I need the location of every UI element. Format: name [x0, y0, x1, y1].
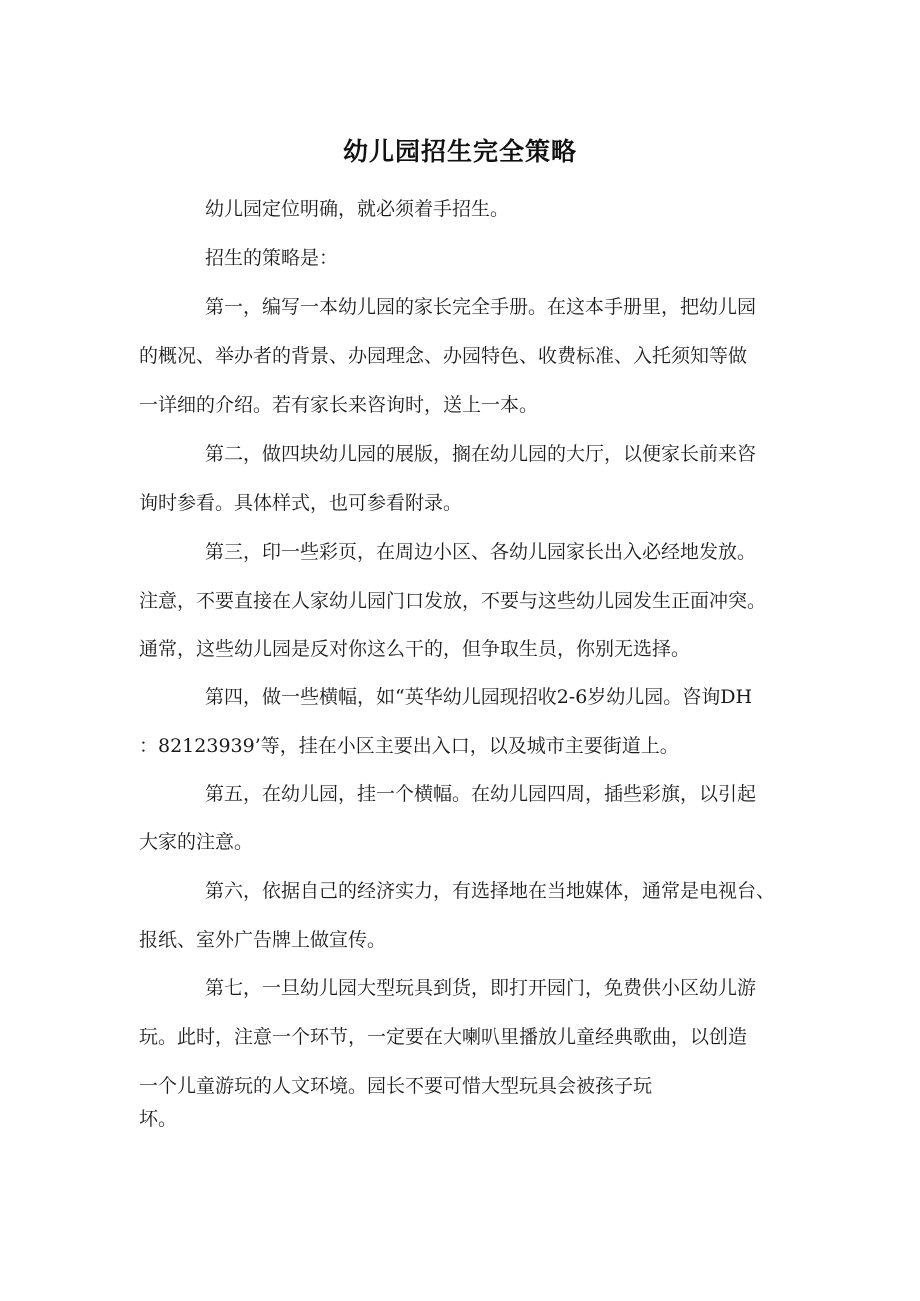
paragraph-line: 的概况、举办者的背景、办园理念、办园特色、收费标准、入托须知等做 [139, 345, 748, 367]
paragraph-line: 第五，在幼儿园，挂一个横幅。在幼儿园四周，插些彩旗，以引起 [205, 783, 757, 805]
paragraph-line: 注意，不要直接在人家幼儿园门口发放，不要与这些幼儿园发生正面冲突。 [139, 590, 767, 612]
paragraph-line: 招生的策略是： [205, 247, 339, 269]
paragraph-line: 第二，做四块幼儿园的展版，搁在幼儿园的大厅，以便家长前来咨 [205, 443, 757, 465]
paragraph-line: 报纸、室外广告牌上做宣传。 [139, 929, 387, 951]
paragraph-line: 一个儿童游玩的人文环境。园长不要可惜大型玩具会被孩子玩 [139, 1075, 653, 1097]
paragraph-line: 第七，一旦幼儿园大型玩具到货，即打开园门，免费供小区幼儿游 [205, 977, 757, 999]
paragraph-line: 第六，依据自己的经济实力，有选择地在当地媒体，通常是电视台、 [205, 880, 776, 902]
paragraph-line: 幼儿园定位明确，就必须着手招生。 [205, 198, 510, 220]
document-title: 幼儿园招生完全策略 [342, 137, 577, 166]
paragraph-line: 一详细的介绍。若有家长来咨询时，送上一本。 [139, 394, 539, 416]
paragraph-line: 第三，印一些彩页，在周边小区、各幼儿园家长出入必经地发放。 [205, 541, 757, 563]
paragraph-line: 第四，做一些横幅，如“英华幼儿园现招收2-6岁幼儿园。咨询DH [205, 686, 753, 708]
paragraph-line: ：82123939’等，挂在小区主要出入口，以及城市主要街道上。 [139, 735, 679, 757]
paragraph-line: 第一，编写一本幼儿园的家长完全手册。在这本手册里，把幼儿园 [205, 296, 757, 318]
paragraph-line: 坏。 [139, 1108, 178, 1130]
paragraph-line: 询时参看。具体样式，也可参看附录。 [139, 492, 463, 514]
paragraph-line: 大家的注意。 [139, 831, 254, 853]
paragraph-line: 玩。此时，注意一个环节，一定要在大喇叭里播放儿童经典歌曲，以创造 [139, 1026, 748, 1048]
paragraph-line: 通常，这些幼儿园是反对你这么干的，但争取生员，你别无选择。 [139, 638, 691, 660]
